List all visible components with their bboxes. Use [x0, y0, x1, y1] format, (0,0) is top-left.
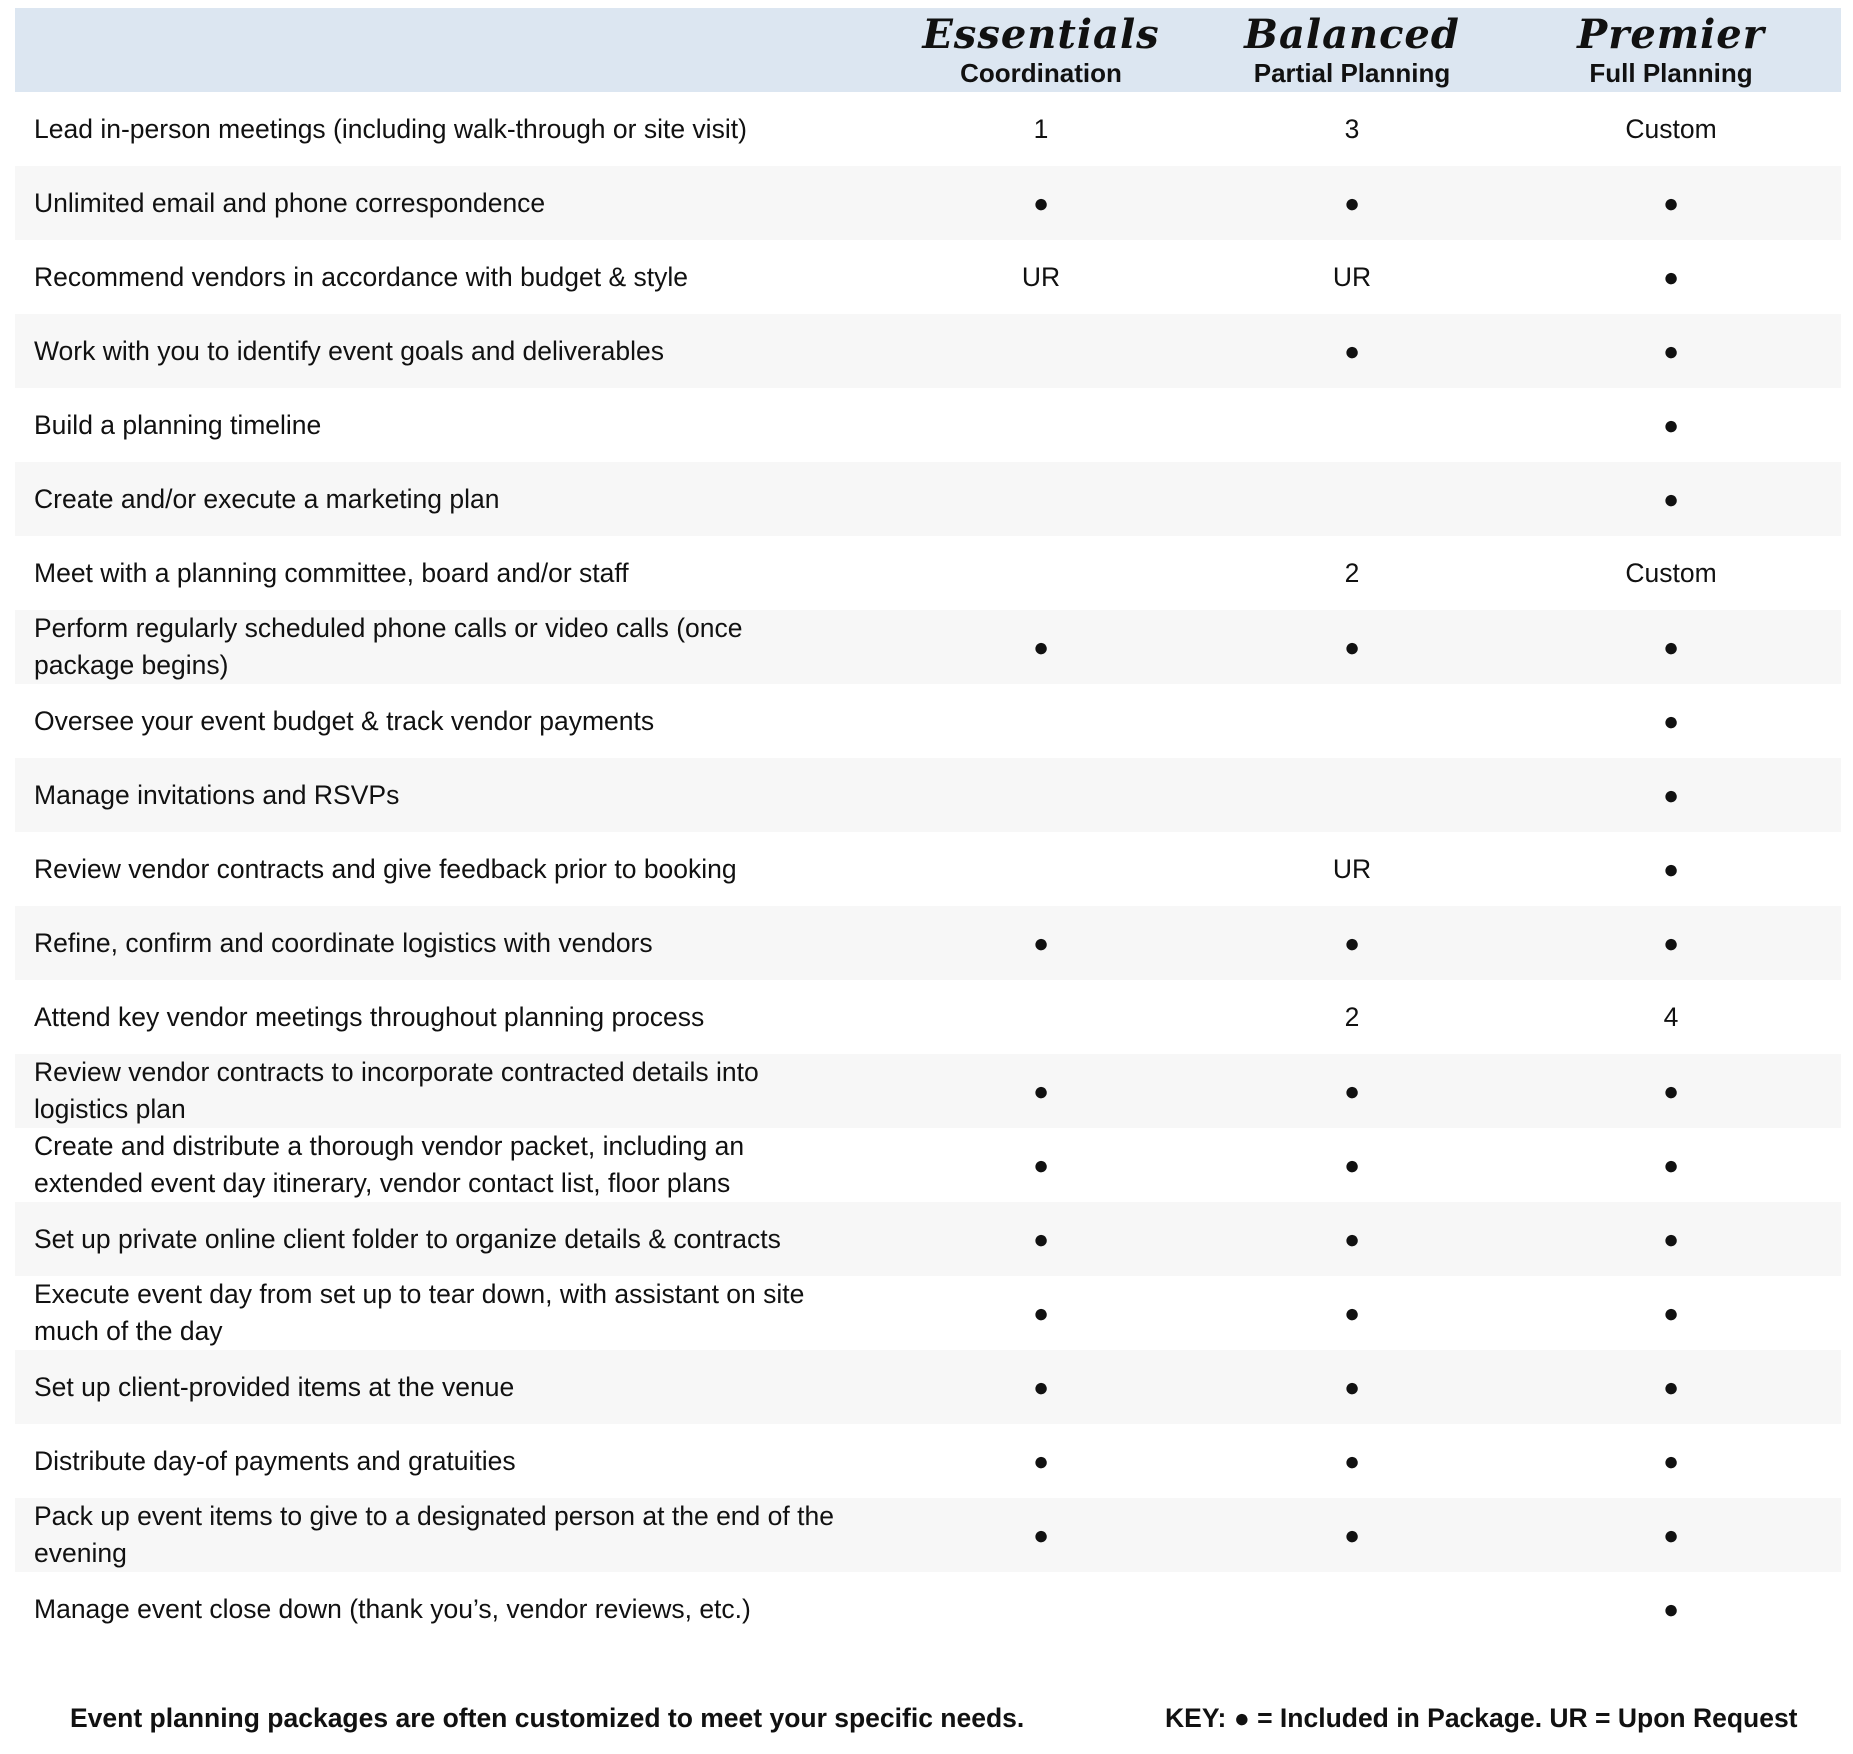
balanced-value: ●: [1343, 1445, 1360, 1476]
essentials-value: UR: [1021, 261, 1061, 292]
balanced-value: 2: [1344, 1001, 1360, 1032]
feature-label: Oversee your event budget & track vendor payments: [34, 705, 655, 736]
premier-value: ●: [1662, 187, 1679, 218]
essentials-value: ●: [1032, 1519, 1049, 1550]
table-row: [15, 684, 1841, 758]
table-row: [15, 240, 1841, 314]
balanced-value: 3: [1344, 113, 1360, 144]
essentials-value: ●: [1032, 187, 1049, 218]
balanced-value: UR: [1332, 261, 1372, 292]
package-essentials: [891, 8, 1191, 92]
essentials-value: [891, 314, 1191, 388]
premier-value: ●: [1662, 1075, 1679, 1106]
premier-value: 4: [1663, 1001, 1679, 1032]
feature-label: Create and distribute a thorough vendor packet, including an extended event day itinerary, vendor contact list, floor plans: [34, 1131, 745, 1198]
premier-value: ●: [1662, 1519, 1679, 1550]
balanced-value: [1202, 388, 1502, 462]
balanced-value: ●: [1343, 335, 1360, 366]
package-header: [15, 8, 1841, 92]
balanced-value: ●: [1343, 631, 1360, 662]
feature-label: Pack up event items to give to a designated person at the end of the evening: [34, 1501, 834, 1568]
premier-value: ●: [1662, 631, 1679, 662]
table-row: [15, 388, 1841, 462]
feature-label: Recommend vendors in accordance with budget & style: [34, 261, 689, 292]
essentials-value: [891, 684, 1191, 758]
premier-value: ●: [1662, 705, 1679, 736]
essentials-value: [891, 462, 1191, 536]
feature-label: Lead in-person meetings (including walk-through or site visit): [34, 113, 747, 144]
premier-value: ●: [1662, 779, 1679, 810]
feature-label: Attend key vendor meetings throughout planning process: [34, 1001, 705, 1032]
essentials-value: [891, 980, 1191, 1054]
table-row: [15, 1572, 1841, 1646]
feature-label: Set up private online client folder to organize details & contracts: [34, 1223, 781, 1254]
feature-label: Create and/or execute a marketing plan: [34, 483, 500, 514]
customization-note: Event planning packages are often customized to meet your specific needs.: [70, 1703, 1025, 1733]
premier-value: ●: [1662, 1297, 1679, 1328]
table-row: [15, 758, 1841, 832]
table-row: [15, 1202, 1841, 1276]
package-balanced: [1202, 8, 1502, 92]
table-row: [15, 832, 1841, 906]
balanced-value: ●: [1343, 1297, 1360, 1328]
table-row: [15, 462, 1841, 536]
premier-value: Custom: [1625, 113, 1717, 144]
balanced-value: ●: [1343, 1149, 1360, 1180]
feature-table: [15, 92, 1841, 1646]
package-name: Essentials: [922, 11, 1160, 58]
feature-label: Distribute day-of payments and gratuities: [34, 1445, 516, 1476]
feature-label: Manage invitations and RSVPs: [34, 779, 400, 810]
package-subtitle: Full Planning: [1589, 58, 1753, 88]
package-subtitle: Coordination: [960, 58, 1122, 88]
table-row: [15, 536, 1841, 610]
premier-value: ●: [1662, 409, 1679, 440]
essentials-value: ●: [1032, 631, 1049, 662]
essentials-value: ●: [1032, 1445, 1049, 1476]
package-name: Premier: [1577, 11, 1765, 58]
balanced-value: 2: [1344, 557, 1360, 588]
premier-value: ●: [1662, 483, 1679, 514]
premier-value: ●: [1662, 261, 1679, 292]
feature-label: Manage event close down (thank you’s, vendor reviews, etc.): [34, 1593, 751, 1624]
premier-value: ●: [1662, 335, 1679, 366]
essentials-value: 1: [1033, 113, 1049, 144]
essentials-value: [891, 388, 1191, 462]
essentials-value: [891, 758, 1191, 832]
premier-value: ●: [1662, 1223, 1679, 1254]
balanced-value: UR: [1332, 853, 1372, 884]
feature-label: Unlimited email and phone correspondence: [34, 187, 546, 218]
feature-label: Execute event day from set up to tear down, with assistant on site much of the day: [34, 1279, 805, 1346]
legend-key: KEY: ● = Included in Package. UR = Upon Request: [1165, 1703, 1798, 1733]
table-row: [15, 1276, 1841, 1350]
balanced-value: ●: [1343, 1075, 1360, 1106]
essentials-value: [891, 1572, 1191, 1646]
package-premier: [1521, 8, 1821, 92]
table-row: [15, 610, 1841, 684]
package-name: Balanced: [1244, 11, 1460, 58]
table-row: [15, 1054, 1841, 1128]
essentials-value: ●: [1032, 1149, 1049, 1180]
essentials-value: ●: [1032, 1075, 1049, 1106]
table-row: [15, 1498, 1841, 1572]
table-row: [15, 906, 1841, 980]
feature-label: Set up client-provided items at the venue: [34, 1371, 515, 1402]
balanced-value: ●: [1343, 1223, 1360, 1254]
feature-label: Review vendor contracts and give feedback prior to booking: [34, 853, 737, 884]
balanced-value: ●: [1343, 187, 1360, 218]
balanced-value: [1202, 462, 1502, 536]
premier-value: ●: [1662, 1593, 1679, 1624]
premier-value: ●: [1662, 927, 1679, 958]
table-row: [15, 1424, 1841, 1498]
table-row: [15, 314, 1841, 388]
feature-label: Work with you to identify event goals and deliverables: [34, 335, 664, 366]
table-row: [15, 92, 1841, 166]
balanced-value: ●: [1343, 927, 1360, 958]
balanced-value: [1202, 684, 1502, 758]
essentials-value: ●: [1032, 927, 1049, 958]
table-row: [15, 980, 1841, 1054]
table-row: [15, 1128, 1841, 1202]
feature-label: Refine, confirm and coordinate logistics with vendors: [34, 927, 653, 958]
premier-value: ●: [1662, 1445, 1679, 1476]
balanced-value: ●: [1343, 1371, 1360, 1402]
premier-value: Custom: [1625, 557, 1717, 588]
essentials-value: [891, 536, 1191, 610]
feature-label: Perform regularly scheduled phone calls or video calls (once package begins): [34, 613, 743, 680]
balanced-value: [1202, 758, 1502, 832]
balanced-value: ●: [1343, 1519, 1360, 1550]
essentials-value: ●: [1032, 1371, 1049, 1402]
essentials-value: ●: [1032, 1223, 1049, 1254]
feature-label: Build a planning timeline: [34, 409, 322, 440]
premier-value: ●: [1662, 853, 1679, 884]
balanced-value: [1202, 1572, 1502, 1646]
table-row: [15, 1350, 1841, 1424]
essentials-value: [891, 832, 1191, 906]
table-row: [15, 166, 1841, 240]
premier-value: ●: [1662, 1371, 1679, 1402]
premier-value: ●: [1662, 1149, 1679, 1180]
package-subtitle: Partial Planning: [1253, 58, 1451, 88]
feature-label: Meet with a planning committee, board and/or staff: [34, 557, 629, 588]
essentials-value: ●: [1032, 1297, 1049, 1328]
feature-label: Review vendor contracts to incorporate contracted details into logistics plan: [34, 1057, 759, 1124]
